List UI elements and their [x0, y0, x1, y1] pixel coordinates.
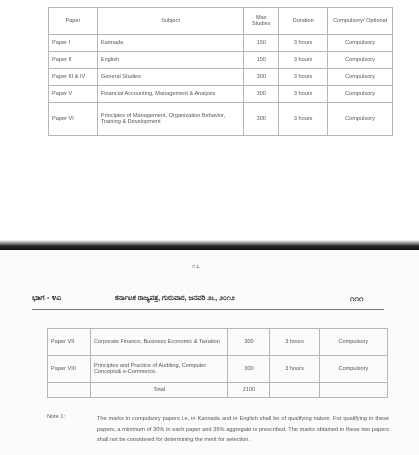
header-page-number: ೧೧೧ [350, 294, 364, 303]
table-row [49, 69, 393, 86]
table-row [49, 52, 393, 69]
header-paper: Paper [49, 8, 98, 35]
cell-type: Compulsory [328, 52, 393, 69]
cell-marks: 300 [244, 86, 279, 103]
table-total-row [48, 383, 388, 398]
papers-table-bottom [47, 328, 388, 398]
cell-marks: 300 [244, 103, 279, 136]
table-header-row [49, 8, 393, 35]
header-max-studies: Max Studies [244, 8, 279, 35]
header-compulsory-optional: Compulsory/ Optional [328, 8, 393, 35]
cell-subject: Financial Accounting, Management & Analysis [97, 86, 243, 103]
total-value: 2100 [228, 383, 270, 398]
header-rule [32, 309, 384, 310]
cell-marks: 150 [244, 52, 279, 69]
cell-marks: 300 [228, 329, 270, 356]
papers-table-top [48, 7, 393, 136]
cell-type: Compulsory [328, 103, 393, 136]
cell-duration: 3 hours [279, 35, 328, 52]
cell-duration: 3 hours [270, 356, 319, 383]
cell-paper: Paper III & IV [49, 69, 98, 86]
cell-subject: General Studies [97, 69, 243, 86]
cell-paper: Paper VIII [48, 356, 91, 383]
total-label: Total [91, 383, 228, 398]
cell-paper: Paper II [49, 52, 98, 69]
page-number: ೧೭ [192, 264, 201, 270]
cell-empty [319, 383, 387, 398]
cell-type: Compulsory [319, 329, 387, 356]
table-row [49, 86, 393, 103]
cell-subject: Corporate Finance, Business Economic & Taxation [91, 329, 228, 356]
cell-duration: 3 hours [270, 329, 319, 356]
cell-type: Compulsory [328, 69, 393, 86]
cell-marks: 300 [244, 69, 279, 86]
cell-subject: Principles of Management, Organization Behavior, Training & Development [97, 103, 243, 136]
page-edge-shadow [0, 240, 419, 250]
cell-duration: 3 hours [279, 69, 328, 86]
cell-type: Compulsory [328, 35, 393, 52]
cell-marks: 150 [244, 35, 279, 52]
note-label: Note 1: [47, 414, 66, 420]
note-text: The marks in compulsory papers i.e, in Kannada and in English shall be of qualifying nature. For qualifying in these papers, a minimum of 30% in each paper and 35% aggregate is prescribed. The marks obtained in these two papers shall not be considered for determining the merit for selection. [97, 416, 389, 443]
header-subject: Subject [97, 8, 243, 35]
cell-subject: English [97, 52, 243, 69]
table-row [49, 35, 393, 52]
cell-marks: 300 [228, 356, 270, 383]
header-part: ಭಾಗ - ೪ಎ [32, 293, 62, 302]
cell-type: Compulsory [328, 86, 393, 103]
table-row [48, 329, 388, 356]
cell-empty [48, 383, 91, 398]
table-row [48, 356, 388, 383]
table-row [49, 103, 393, 136]
cell-duration: 3 hours [279, 103, 328, 136]
cell-paper: Paper V [49, 86, 98, 103]
cell-subject: Kannada [97, 35, 243, 52]
cell-paper: Paper VII [48, 329, 91, 356]
cell-paper: Paper I [49, 35, 98, 52]
cell-empty [270, 383, 319, 398]
cell-duration: 3 hours [279, 86, 328, 103]
cell-paper: Paper VI [49, 103, 98, 136]
cell-subject: Principles and Practice of Auditing, Computer Concepts& e-Commerce. [91, 356, 228, 383]
header-gazette-title: ಕರ್ನಾಟಕ ರಾಜ್ಯಪತ್ರ, ಗುರುವಾರ, ಜನವರಿ ೨೬, ೨೦೧೨ [115, 295, 235, 302]
header-duration: Duration [279, 8, 328, 35]
cell-duration: 3 hours [279, 52, 328, 69]
cell-type: Compulsory [319, 356, 387, 383]
